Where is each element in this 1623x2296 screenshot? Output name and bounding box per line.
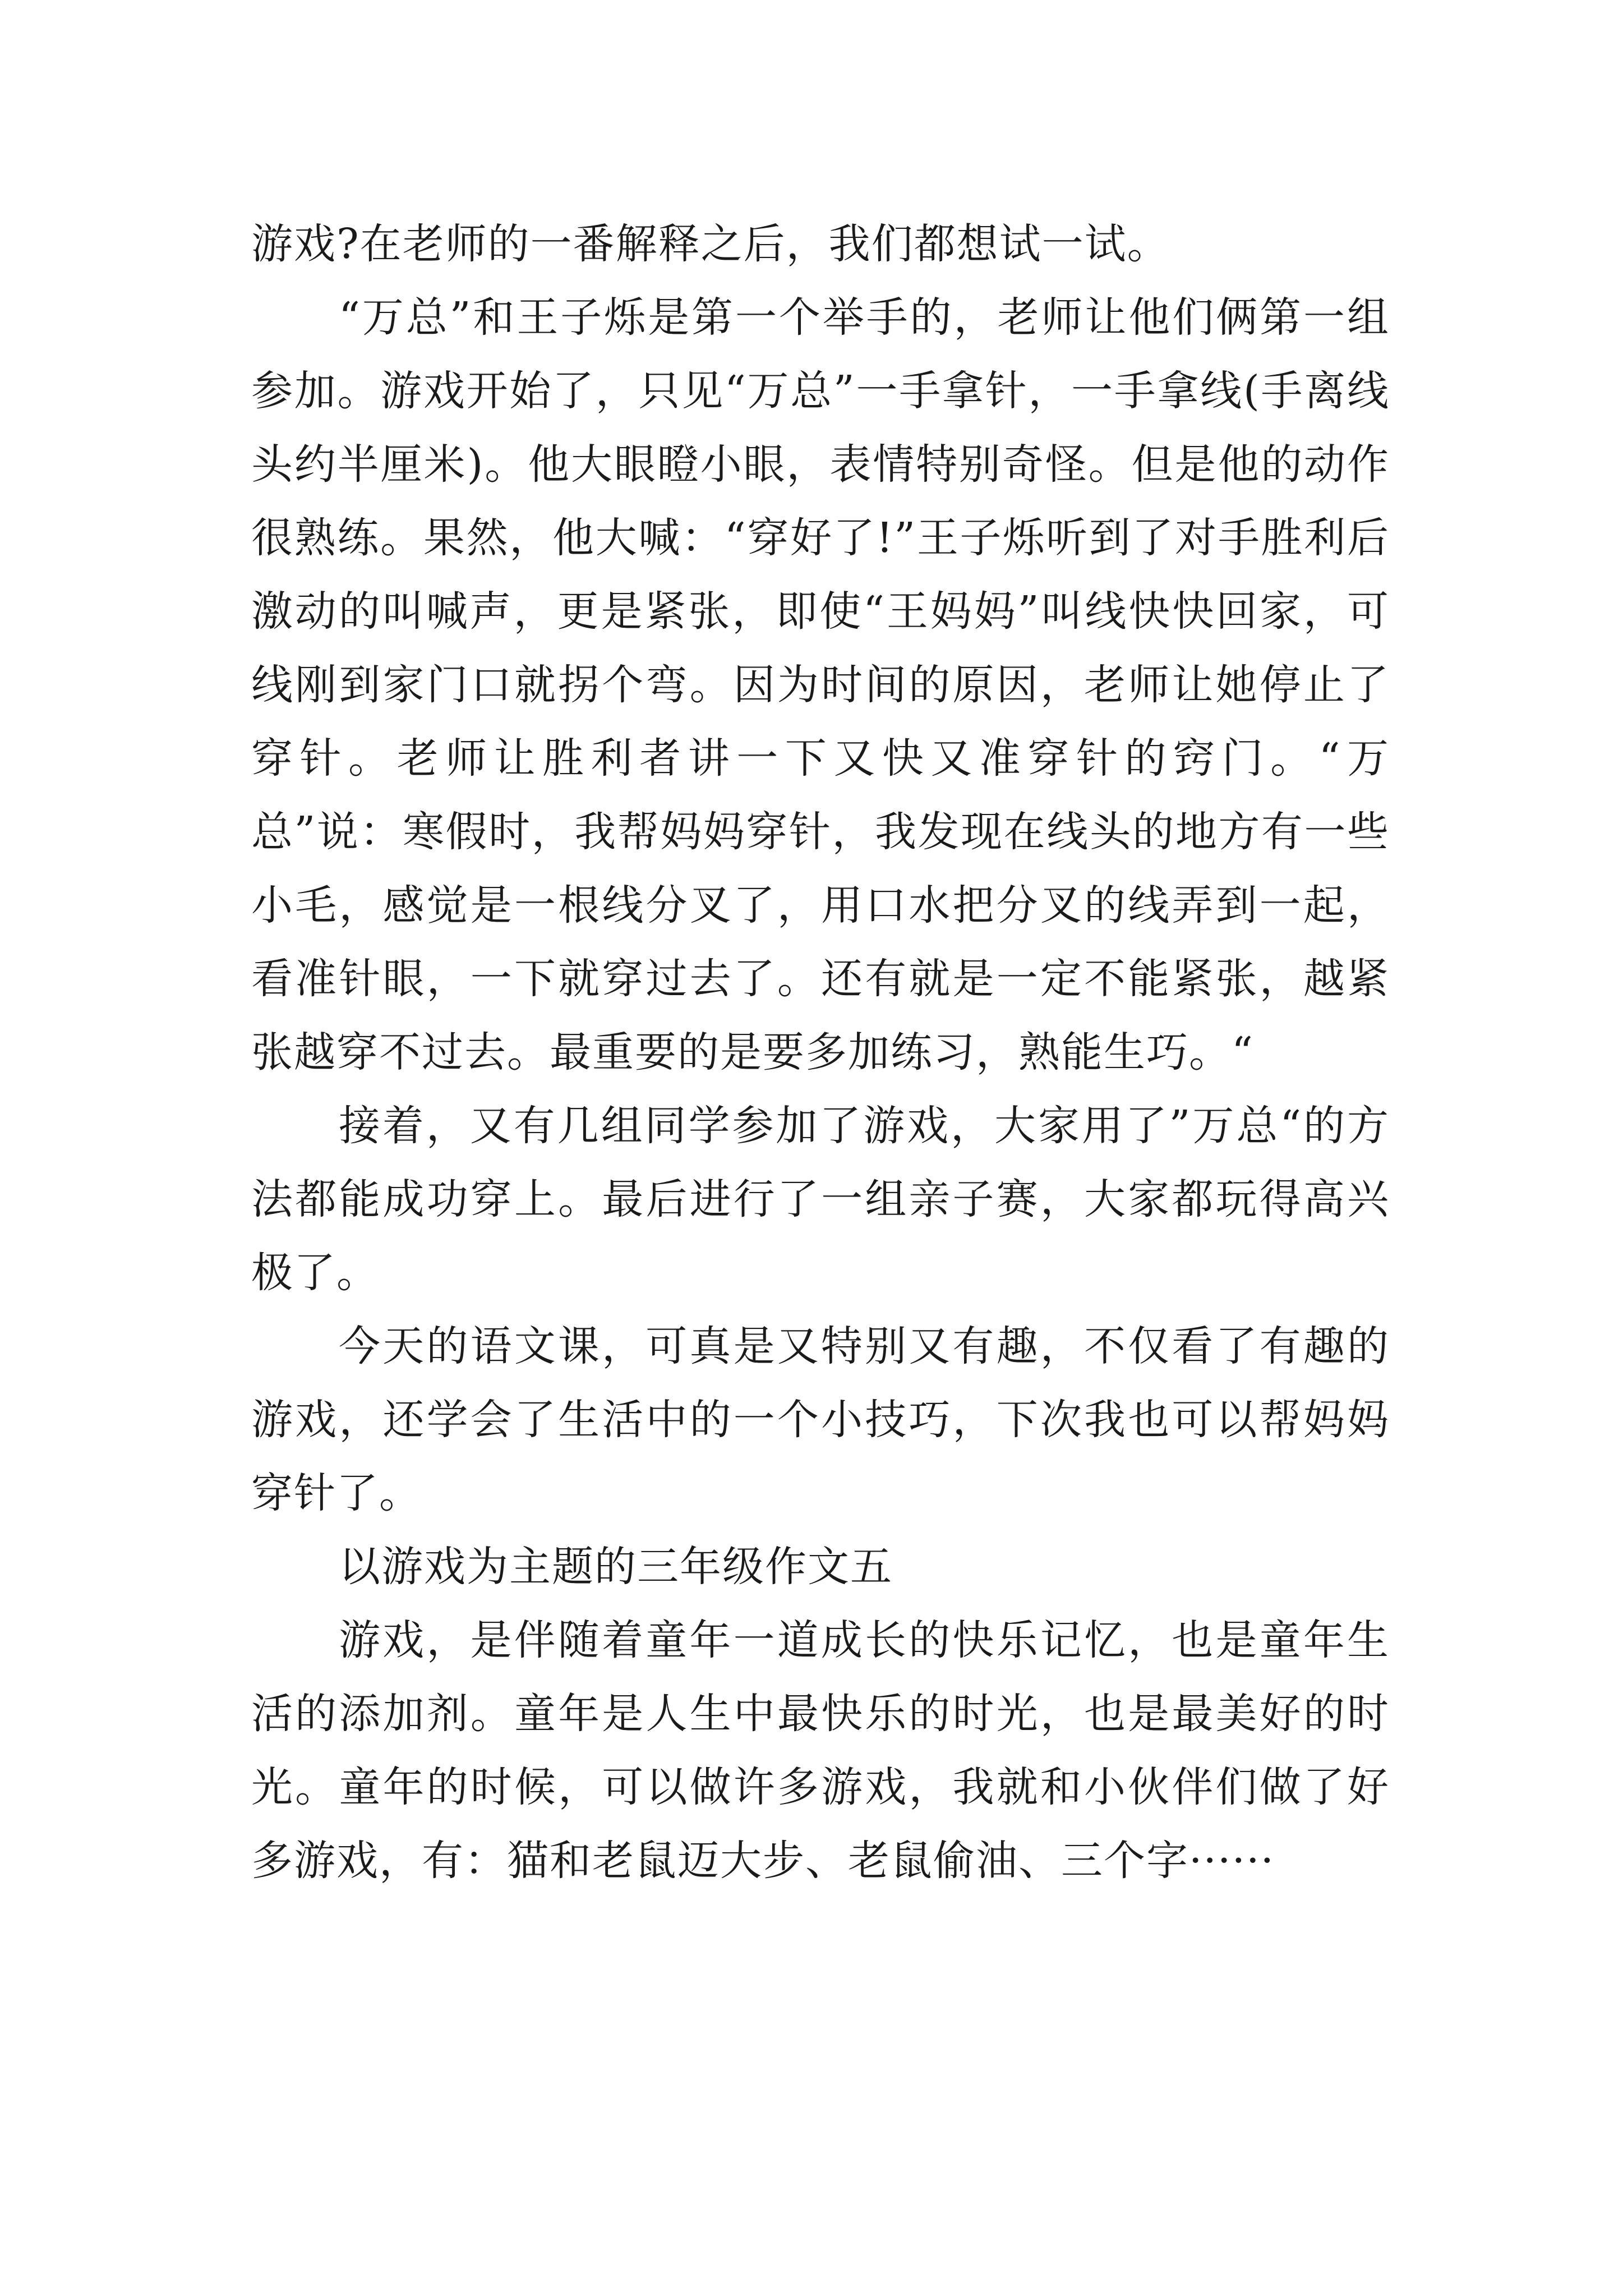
- section-heading: 以游戏为主题的三年级作文五: [339, 1543, 893, 1591]
- paragraph: 今天的语文课，可真是又特别又有趣，不仅看了有趣的游戏，还学会了生活中的一个小技巧，下次我也可以帮妈妈穿针了。: [251, 1322, 1390, 1517]
- paragraph: 接着，又有几组同学参加了游戏，大家用了”万总“的方法都能成功穿上。最后进行了一组亲子赛，大家都玩得高兴极了。: [251, 1102, 1390, 1297]
- paragraph: “万总”和王子烁是第一个举手的，老师让他们俩第一组参加。游戏开始了，只见“万总”一手拿针，一手拿线(手离线头约半厘米)。他大眼瞪小眼，表情特别奇怪。但是他的动作很熟练。果然，他大喊：“穿好了!”王子烁听到了对手胜利后激动的叫喊声，更是紧张，即使“王妈妈”叫线快快回家，可线刚到家门口就拐个弯。因为时间的原因，老师让她停止了穿针。老师让胜利者讲一下又快又准穿针的窍门。“万总”说：寒假时，我帮妈妈穿针，我发现在线头的地方有一些小毛，感觉是一根线分叉了，用口水把分叉的线弄到一起，看准针眼，一下就穿过去了。还有就是一定不能紧张，越紧张越穿不过去。最重要的是要多加练习，熟能生巧。“: [251, 293, 1390, 1076]
- paragraph: 游戏，是伴随着童年一道成长的快乐记忆，也是童年生活的添加剂。童年是人生中最快乐的时光，也是最美好的时光。童年的时候，可以做许多游戏，我就和小伙伴们做了好多游戏，有：猫和老鼠迈大步、老鼠偷油、三个字······: [251, 1616, 1390, 1885]
- document-body: [251, 208, 1390, 1898]
- paragraph: 游戏?在老师的一番解释之后，我们都想试一试。: [251, 220, 1170, 268]
